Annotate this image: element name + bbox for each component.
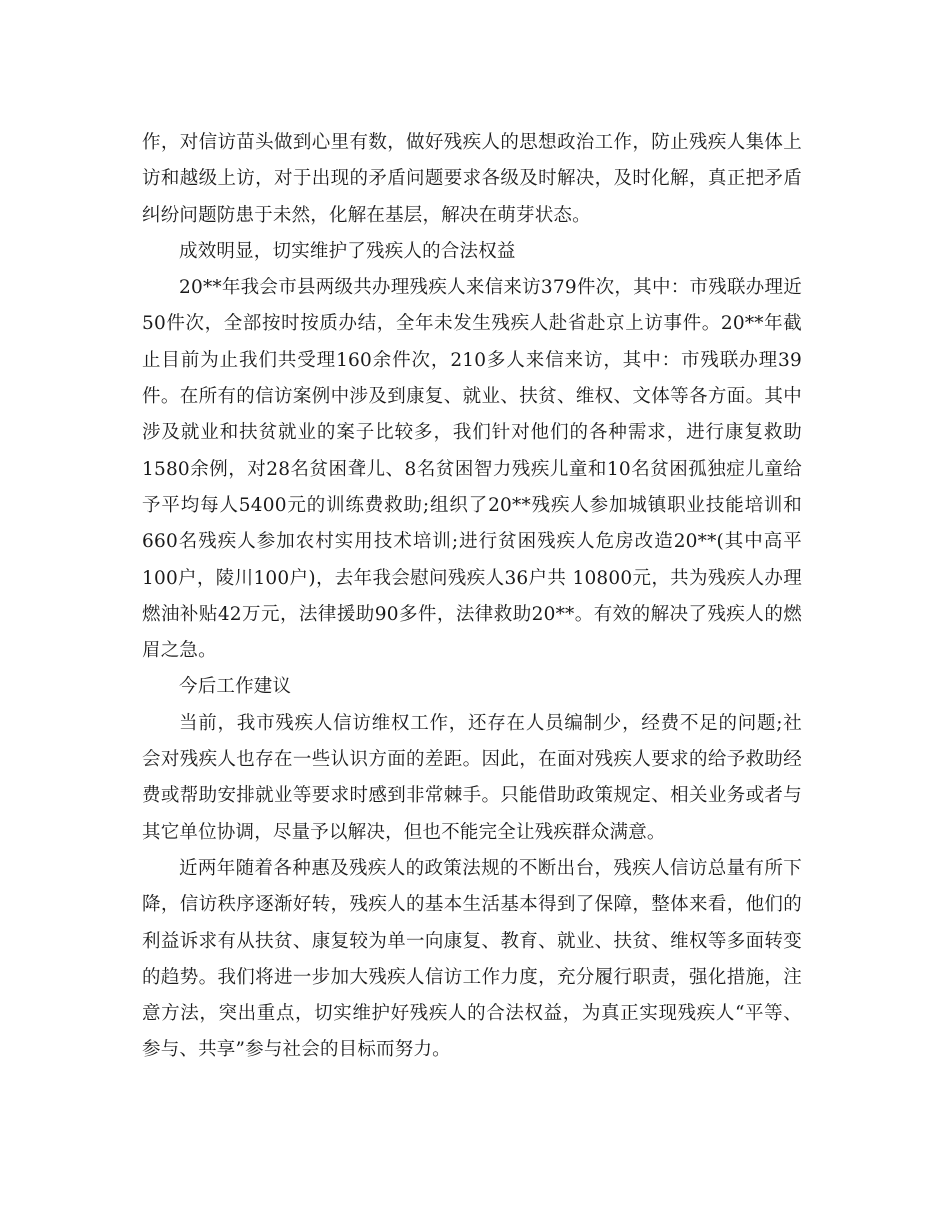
paragraph-outlook: 近两年随着各种惠及残疾人的政策法规的不断出台，残疾人信访总量有所下降，信访秩序逐渐好转，残疾人的基本生活基本得到了保障，整体来看，他们的利益诉求有从扶贫、康复较为单一向康复、教育、就业、扶贫、维权等多面转变的趋势。我们将进一步加大残疾人信访工作力度，充分履行职责，强化措施，注意方法，突出重点，切实维护好残疾人的合法权益，为真正实现残疾人“平等、参与、共享”参与社会的目标而努力。 [142,857,802,1061]
section-heading-suggestions: 今后工作建议 [179,676,292,698]
paragraph-continuation: 作，对信访苗头做到心里有数，做好残疾人的思想政治工作，防止残疾人集体上访和越级上访，对于出现的矛盾问题要求各级及时解决，及时化解，真正把矛盾纠纷问题防患于未然，化解在基层，解决在萌芽状态。 [142,132,802,226]
document-body [142,125,802,1069]
paragraph-current-issues: 当前，我市残疾人信访维权工作，还存在人员编制少，经费不足的问题;社会对残疾人也存在一些认识方面的差距。因此，在面对残疾人要求的给予救助经费或帮助安排就业等要求时感到非常棘手。只能借助政策规定、相关业务或者与其它单位协调，尽量予以解决，但也不能完全让残疾群众满意。 [142,712,802,843]
paragraph-results: 20**年我会市县两级共办理残疾人来信来访379件次，其中：市残联办理近50件次，全部按时按质办结，全年未发生残疾人赴省赴京上访事件。20**年截止目前为止我们共受理160余件次，210多人来信来访，其中：市残联办理39 件。在所有的信访案例中涉及到康复、就业、扶贫、维权、文体等各方面。其中涉及就业和扶贫就业的案子比较多，我们针对他们的各种需求，进行康复救助 1580余例，对28名贫困聋儿、8名贫困智力残疾儿童和10名贫困孤独症儿童给予平均每人5400元的训练费救助;组织了20**残疾人参加城镇职业技能培训和660名残疾人参加农村实用技术培训;进行贫困残疾人危房改造20**(其中高平100户，陵川100户)，去年我会慰问残疾人36户共 10800元，共为残疾人办理燃油补贴42万元，法律援助90多件，法律救助20**。有效的解决了残疾人的燃眉之急。 [142,277,802,662]
section-heading-results: 成效明显，切实维护了残疾人的合法权益 [179,240,516,262]
